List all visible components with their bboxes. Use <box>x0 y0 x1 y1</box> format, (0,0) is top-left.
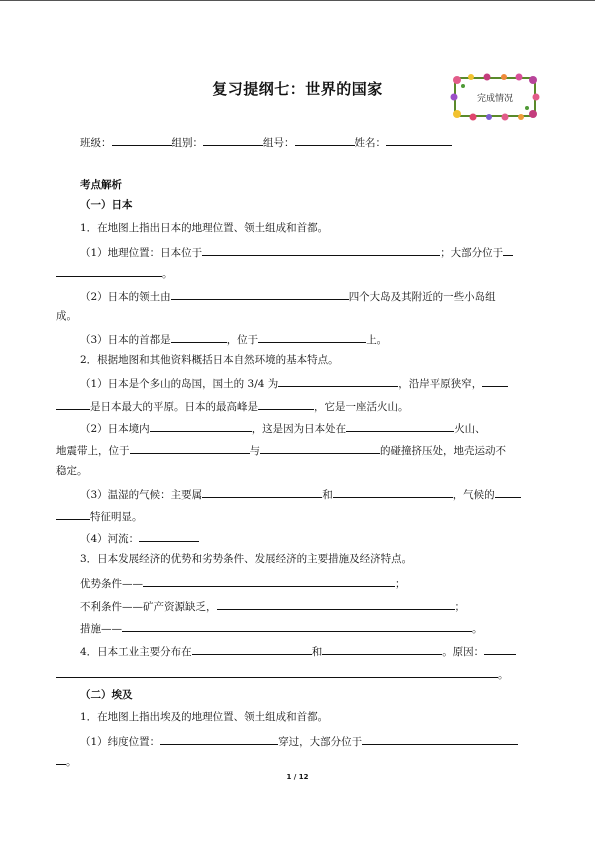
japan-q2-3 <box>80 486 521 502</box>
stamp-label: 完成情况 <box>476 94 514 104</box>
egypt-q1-1 <box>80 733 518 749</box>
q-text: 。 <box>472 623 483 635</box>
q-text: 上。 <box>366 334 388 346</box>
page-number: 1 / 12 <box>286 773 309 781</box>
q-text: ，它是一座活火山。 <box>314 401 409 413</box>
q-text: ，气候的 <box>452 489 495 501</box>
name-field[interactable] <box>386 134 452 146</box>
q-text: 不利条件——矿产资源缺乏， <box>80 601 217 613</box>
japan-heading: （一）日本 <box>80 199 133 211</box>
q-text: 特征明显。 <box>90 511 143 523</box>
q-text: 。 <box>498 669 509 681</box>
egypt-q1-1-cont <box>56 753 77 769</box>
answer-blank[interactable] <box>56 508 90 520</box>
japan-q2: 2．根据地图和其他资料概括日本自然环境的基本特点。 <box>80 354 339 366</box>
japan-q1-2-cont: 成。 <box>56 310 77 322</box>
q-text: 和 <box>311 646 323 658</box>
q-text: ，沿岸平原狭窄， <box>398 378 483 390</box>
answer-blank[interactable] <box>171 288 349 300</box>
answer-blank[interactable] <box>333 486 453 498</box>
egypt-heading: （二）埃及 <box>80 689 133 701</box>
japan-q2-2-cont <box>56 442 506 458</box>
answer-blank[interactable] <box>56 265 162 277</box>
answer-blank[interactable] <box>143 575 395 587</box>
japan-q1-1 <box>80 244 513 260</box>
q-text: 地震带上，位于 <box>56 445 130 457</box>
answer-blank[interactable] <box>484 643 516 655</box>
q-text: 。原因： <box>442 646 485 658</box>
section-heading: 考点解析 <box>80 179 122 191</box>
q-text: 穿过，大部分位于 <box>278 736 363 748</box>
answer-blank[interactable] <box>56 753 66 765</box>
answer-blank[interactable] <box>362 733 518 745</box>
q-text: ； <box>454 601 465 613</box>
q-text: 优势条件—— <box>80 578 143 590</box>
completion-stamp <box>449 72 541 122</box>
q-text: 。 <box>162 268 173 280</box>
q-text: （1）纬度位置： <box>80 736 161 748</box>
japan-q4 <box>80 643 516 659</box>
q-text: 措施—— <box>80 623 122 635</box>
class-label: 班级： <box>80 137 112 149</box>
top-rule <box>0 0 595 1</box>
japan-q1-2 <box>80 288 496 304</box>
japan-q2-2 <box>80 420 486 436</box>
answer-blank[interactable] <box>346 420 454 432</box>
answer-blank[interactable] <box>150 420 252 432</box>
japan-q4-cont <box>56 666 509 682</box>
q-text: 火山、 <box>454 423 486 435</box>
answer-blank[interactable] <box>278 375 398 387</box>
group-label: 组别： <box>171 137 203 149</box>
answer-blank[interactable] <box>322 643 442 655</box>
q-text: （3）日本的首都是 <box>80 334 171 346</box>
answer-blank[interactable] <box>495 486 521 498</box>
q-text: ，这是因为日本处在 <box>251 423 347 435</box>
japan-q2-1 <box>80 375 508 391</box>
answer-blank[interactable] <box>192 643 312 655</box>
answer-blank[interactable] <box>258 398 314 410</box>
japan-q1: 1．在地图上指出日本的地理位置、领土组成和首都。 <box>80 222 329 234</box>
japan-q1-1-cont <box>56 265 173 281</box>
q-text: （1）地理位置：日本位于 <box>80 247 203 259</box>
q-text: 。 <box>66 756 77 768</box>
student-info-line <box>80 134 452 150</box>
q-text: 四个大岛及其附近的一些小岛组 <box>348 291 496 303</box>
group-no-label: 组号： <box>263 137 295 149</box>
q-text: ；大部分位于 <box>440 247 504 259</box>
q-text: 4．日本工业主要分布在 <box>80 646 192 658</box>
q-text: ； <box>395 578 406 590</box>
answer-blank[interactable] <box>258 331 366 343</box>
group-field[interactable] <box>203 134 263 146</box>
q-text: 和 <box>322 489 333 501</box>
answer-blank[interactable] <box>503 244 513 256</box>
q-text: （2）日本的领土由 <box>80 291 171 303</box>
answer-blank[interactable] <box>160 733 278 745</box>
answer-blank[interactable] <box>202 486 322 498</box>
q-text: 的碰撞挤压处，地壳运动不 <box>380 445 506 457</box>
page-title: 复习提纲七：世界的国家 <box>212 80 383 98</box>
answer-blank[interactable] <box>56 666 498 678</box>
japan-q3: 3．日本发展经济的优势和劣势条件、发展经济的主要措施及经济特点。 <box>80 553 413 565</box>
answer-blank[interactable] <box>139 530 199 542</box>
q-text: （4）河流： <box>80 533 140 545</box>
answer-blank[interactable] <box>202 244 440 256</box>
answer-blank[interactable] <box>217 598 455 610</box>
class-field[interactable] <box>112 134 172 146</box>
egypt-q1: 1．在地图上指出埃及的地理位置、领土组成和首都。 <box>80 711 329 723</box>
q-text: 是日本最大的平原。日本的最高峰是 <box>90 401 258 413</box>
q-text: （3）温湿的气候：主要属 <box>80 489 203 501</box>
japan-q3-adv <box>80 575 406 591</box>
group-no-field[interactable] <box>295 134 355 146</box>
japan-q3-dis <box>80 598 465 614</box>
answer-blank[interactable] <box>56 398 90 410</box>
q-text: （1）日本是个多山的岛国，国土的 3/4 为 <box>80 378 279 390</box>
japan-q2-1-cont <box>56 398 409 414</box>
answer-blank[interactable] <box>482 375 508 387</box>
q-text: （2）日本境内 <box>80 423 150 435</box>
japan-q3-mea <box>80 620 483 636</box>
japan-q2-2-cont2: 稳定。 <box>56 465 88 477</box>
japan-q2-4 <box>80 530 199 546</box>
answer-blank[interactable] <box>171 331 227 343</box>
answer-blank[interactable] <box>260 442 380 454</box>
q-text: ，位于 <box>226 334 259 346</box>
japan-q1-3 <box>80 331 387 347</box>
answer-blank[interactable] <box>122 620 472 632</box>
q-text: 与 <box>249 445 260 457</box>
answer-blank[interactable] <box>130 442 250 454</box>
name-label: 姓名： <box>354 137 386 149</box>
japan-q2-3-cont <box>56 508 143 524</box>
